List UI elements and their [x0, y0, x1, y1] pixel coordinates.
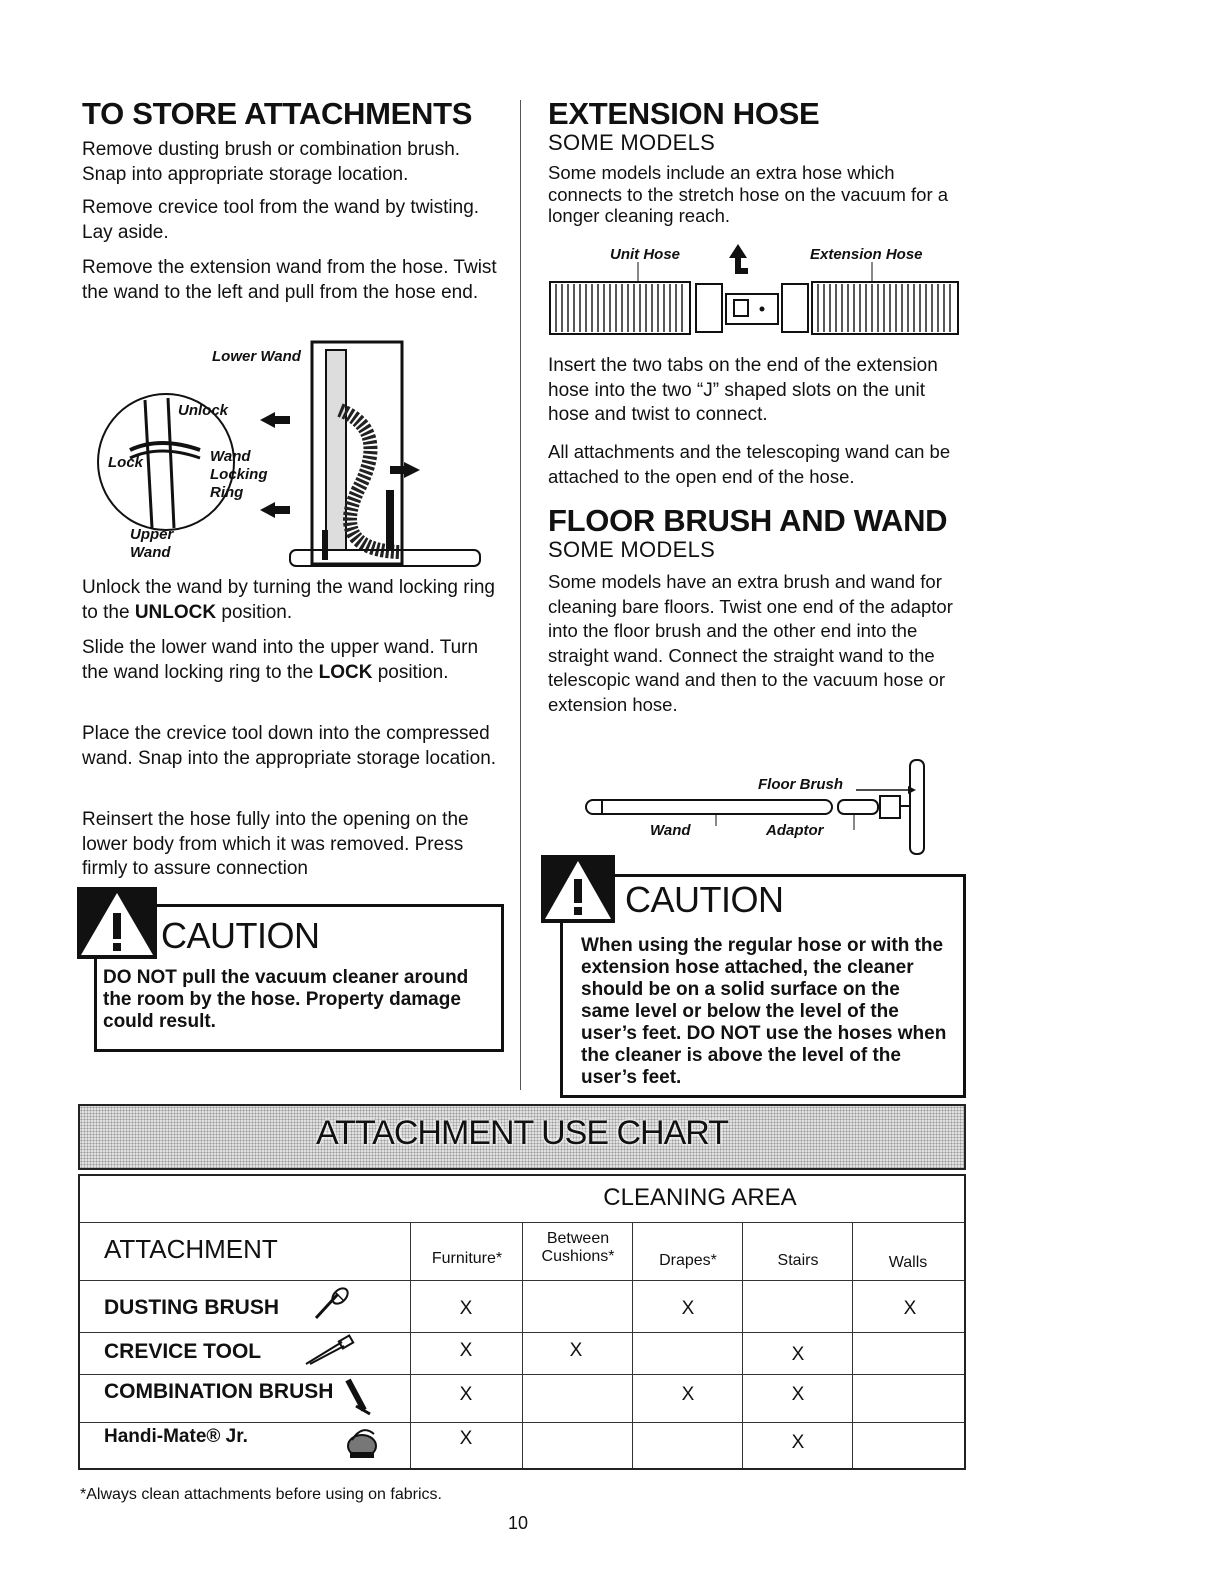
footnote: *Always clean attachments before using on fabrics.: [80, 1486, 442, 1503]
paragraph: Remove crevice tool from the wand by twisting. Lay aside.: [82, 197, 480, 243]
attachment-use-table: [78, 1174, 966, 1470]
caution-text: When using the regular hose or with the extension hose attached, the cleaner should be on a solid surface on the same level or below the level of the user’s feet. DO NOT use the hoses when the cleaner is above the level of the user’s feet.: [581, 935, 947, 1088]
usage-mark: X: [791, 1344, 805, 1365]
attachment-header: ATTACHMENT: [104, 1234, 278, 1264]
paragraph: Unlock the wand by turning the wand locking ring to the UNLOCK position.: [82, 577, 495, 623]
usage-mark: X: [791, 1384, 805, 1405]
paragraph: Reinsert the hose fully into the opening on the lower body from which it was removed. Press firmly to assure connection: [82, 809, 469, 879]
warning-icon: [77, 887, 157, 959]
table-rule: [410, 1222, 411, 1468]
usage-mark: X: [791, 1432, 805, 1453]
section-subtitle: SOME MODELS: [548, 537, 716, 562]
usage-mark: X: [903, 1298, 917, 1319]
paragraph: Remove dusting brush or combination brush. Snap into appropriate storage location.: [82, 139, 461, 185]
table-rule: [742, 1222, 743, 1468]
paragraph: Some models have an extra brush and wand for cleaning bare floors. Twist one end of the adaptor into the floor brush and the other end into the straight wand. Connect the straight wand to the telescopic wand and then to the vacuum hose or extension hose.: [548, 571, 953, 715]
combination-brush-icon: [342, 1376, 372, 1416]
figure-label-unit-hose: Unit Hose: [610, 246, 681, 263]
figure-label-extension-hose: Extension Hose: [810, 246, 923, 263]
table-rule: [522, 1222, 523, 1468]
figure-label-floor-brush: Floor Brush: [758, 776, 843, 793]
table-rule: [852, 1222, 853, 1468]
caution-box: [94, 904, 504, 1052]
figure-label-unlock: Unlock: [178, 402, 229, 419]
chart-banner: [78, 1104, 966, 1170]
crevice-tool-icon: [302, 1334, 358, 1368]
figure-label-lower-wand: Lower Wand: [212, 348, 301, 365]
chart-banner-title: ATTACHMENT USE CHART: [316, 1114, 728, 1152]
paragraph: Remove the extension wand from the hose. Twist the wand to the left and pull from the hose end.: [82, 257, 497, 303]
section-title-extension-hose: EXTENSION HOSE: [548, 96, 820, 131]
row-label-crevice-tool: CREVICE TOOL: [104, 1340, 262, 1363]
row-label-handi-mate: Handi-Mate® Jr.: [104, 1426, 248, 1447]
paragraph: Slide the lower wand into the upper wand. Turn the wand locking ring to the LOCK position.: [82, 637, 479, 683]
figure-label-lock: Lock: [108, 454, 144, 471]
figure-label-wand: Wand: [650, 822, 691, 839]
paragraph: Place the crevice tool down into the compressed wand. Snap into the appropriate storage location.: [82, 723, 497, 769]
column-header: Walls: [888, 1254, 928, 1271]
section-subtitle: SOME MODELS: [548, 130, 716, 155]
usage-mark: X: [459, 1298, 473, 1319]
paragraph: Some models include an extra hose which connects to the stretch hose on the vacuum for a longer cleaning reach.: [548, 162, 949, 226]
usage-mark: X: [569, 1340, 583, 1361]
page-number: 10: [508, 1513, 529, 1533]
table-rule: [632, 1222, 633, 1468]
floor-brush-figure-icon: [580, 756, 940, 856]
column-header: Drapes*: [659, 1252, 717, 1269]
section-title-floor-brush: FLOOR BRUSH AND WAND: [548, 503, 948, 538]
usage-mark: X: [459, 1340, 473, 1361]
usage-mark: X: [681, 1384, 695, 1405]
caution-box: [560, 874, 966, 1098]
row-label-combination-brush: COMBINATION BRUSH: [104, 1380, 334, 1403]
column-header: Furniture*: [431, 1250, 503, 1267]
paragraph: All attachments and the telescoping wand can be attached to the open end of the hose.: [548, 441, 951, 487]
wand-locking-illustration: [90, 340, 490, 572]
figure-label-adaptor: Adaptor: [766, 822, 824, 839]
column-divider: [520, 100, 521, 1090]
caution-title: CAUTION: [625, 879, 784, 920]
handi-mate-icon: [344, 1422, 380, 1462]
figure-label-upper-wand: Upper Wand: [130, 526, 174, 561]
cleaning-area-header: CLEANING AREA: [603, 1184, 797, 1211]
usage-mark: X: [459, 1384, 473, 1405]
caution-text: DO NOT pull the vacuum cleaner around the room by the hose. Property damage could result.: [103, 967, 469, 1032]
usage-mark: X: [681, 1298, 695, 1319]
usage-mark: X: [459, 1428, 473, 1449]
figure-label-wand-locking-ring: Wand Locking Ring: [210, 448, 268, 501]
row-label-dusting-brush: DUSTING BRUSH: [104, 1296, 280, 1319]
column-header: Between Cushions*: [541, 1230, 615, 1265]
paragraph: Insert the two tabs on the end of the extension hose into the two “J” shaped slots on the unit hose and twist to connect.: [548, 355, 938, 425]
section-title-store-attachments: TO STORE ATTACHMENTS: [82, 96, 473, 131]
caution-title: CAUTION: [161, 915, 320, 956]
warning-icon: [541, 855, 615, 923]
dusting-brush-icon: [312, 1286, 352, 1326]
hose-connection-illustration: [548, 244, 960, 340]
floor-brush-illustration: [580, 756, 940, 856]
column-header: Stairs: [777, 1252, 819, 1269]
